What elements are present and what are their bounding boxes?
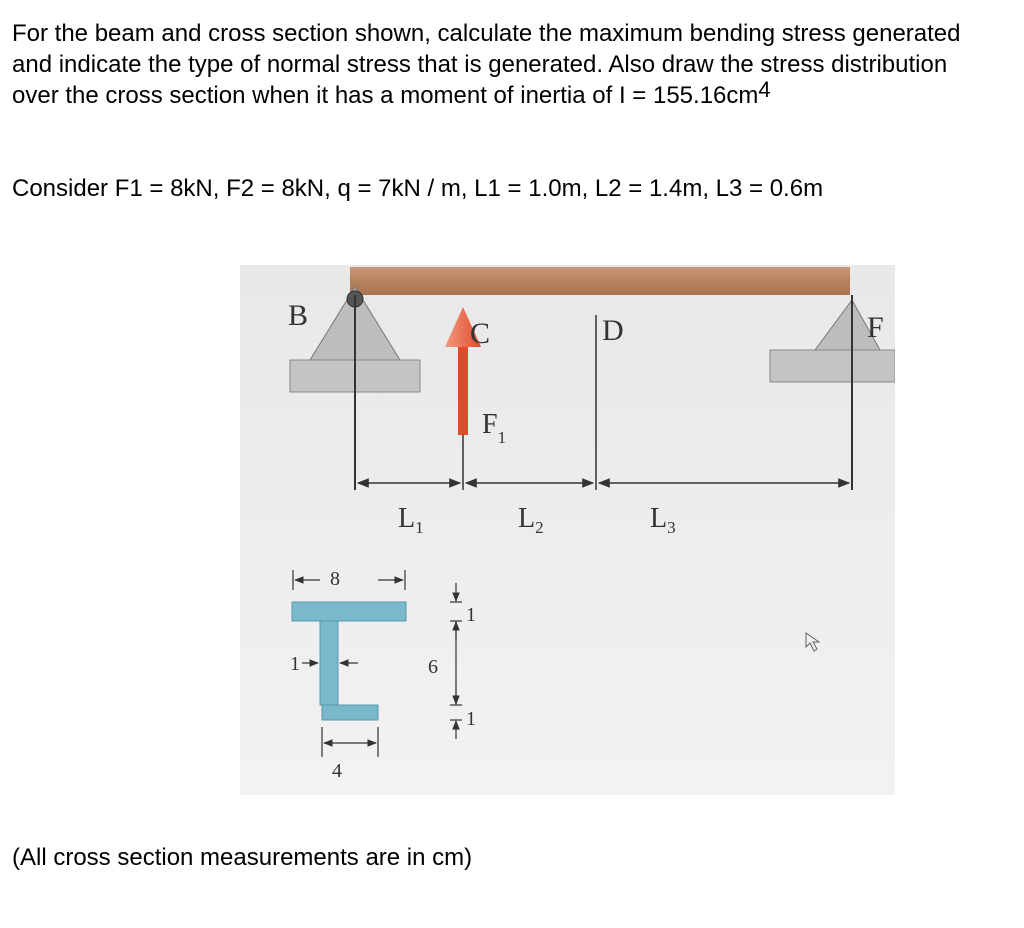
given-values: Consider F1 = 8kN, F2 = 8kN, q = 7kN / m, L1 = 1.0m, L2 = 1.4m, L3 = 0.6m [12, 175, 824, 202]
dim-bottom-width: 4 [332, 760, 342, 782]
label-b: B [288, 299, 309, 332]
dim-web-thickness: 1 [290, 653, 300, 675]
label-l1-main: L [398, 503, 416, 534]
dim-flange-width: 8 [330, 568, 340, 590]
label-f1-main: F [482, 409, 498, 440]
inertia-exponent: 4 [758, 77, 771, 102]
beam [350, 267, 850, 295]
dim-web-height: 6 [428, 656, 438, 678]
label-l2-main: L [518, 503, 536, 534]
label-l3-sub: 3 [667, 518, 676, 537]
problem-statement [12, 18, 972, 111]
label-d: D [602, 314, 624, 347]
label-f1-sub: 1 [497, 428, 507, 447]
problem-intro: For the beam and cross section shown, calculate the maximum bending stress generated and indicate the type of normal stress that is generated. Also draw the stress distribution over the cross section when it has a moment of inertia of I = 155.16cm [12, 20, 961, 109]
dim-top-flange: 1 [466, 604, 476, 626]
beam-figure [240, 265, 895, 795]
units-note: (All cross section measurements are in cm) [12, 844, 473, 871]
label-l2-sub: 2 [535, 518, 544, 537]
dim-bottom-flange: 1 [466, 708, 476, 730]
label-f: F [867, 311, 884, 344]
label-c: C [470, 317, 491, 350]
label-l3-main: L [650, 503, 668, 534]
label-l1-sub: 1 [415, 518, 424, 537]
beam-diagram [240, 265, 895, 795]
